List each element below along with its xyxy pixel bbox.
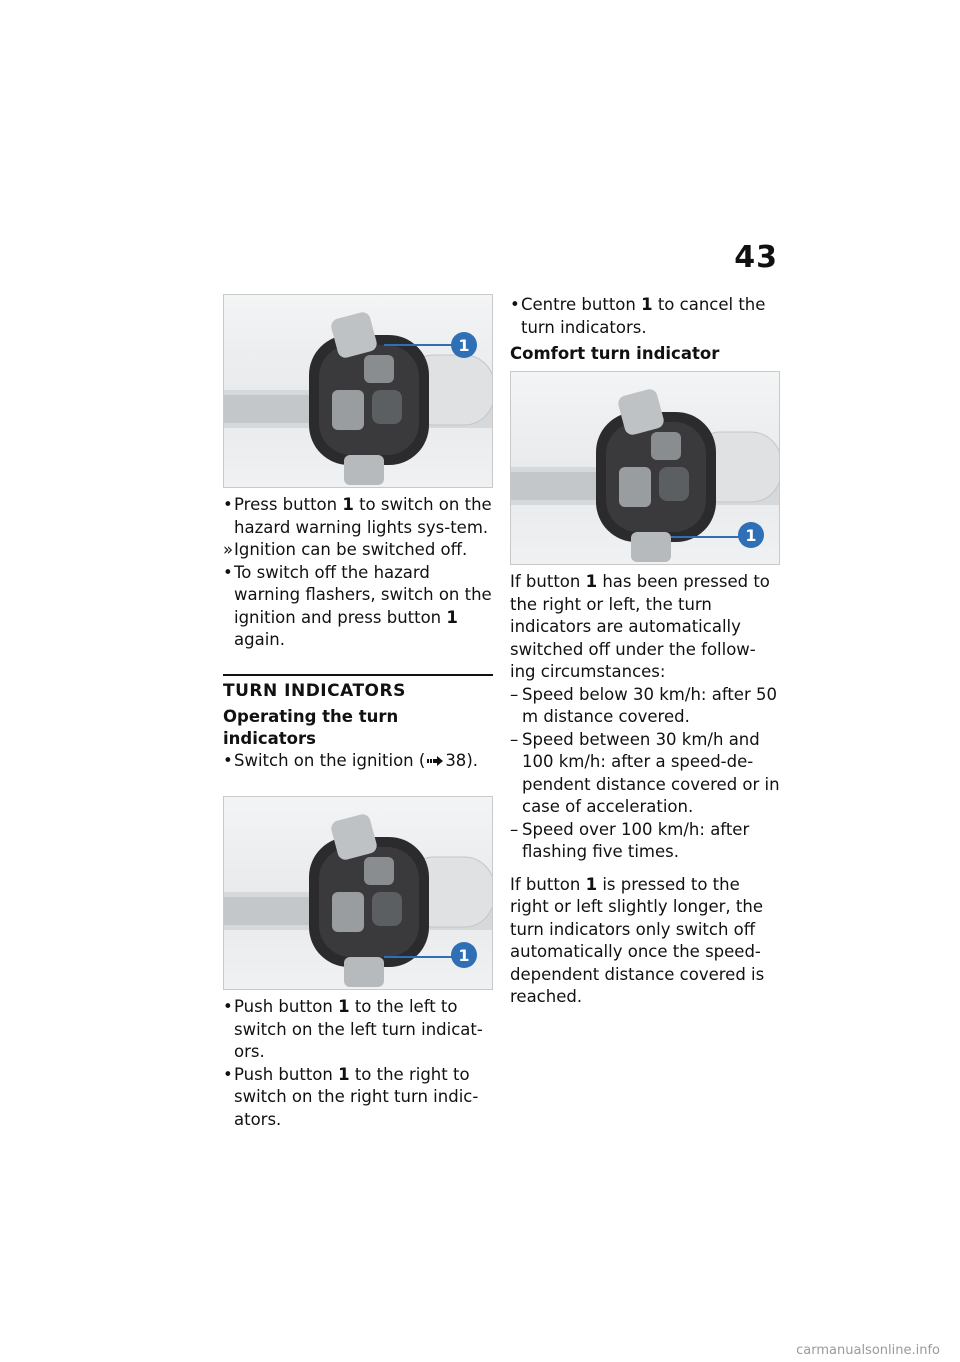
list-item: – Speed between 30 km/h and 100 km/h: after a speed-de-pendent distance covered or in case of acceleration. (510, 729, 780, 816)
section-title: TURN INDICATORS (223, 680, 406, 701)
figure-comfort-turn (510, 371, 780, 565)
handlebar-switch-illustration (224, 295, 493, 488)
handlebar-switch-illustration (224, 797, 493, 990)
list-item: • Push button 1 to the right to switch on the right turn indic-ators. (223, 1064, 479, 1129)
page-number: 43 (734, 240, 778, 275)
comfort-conditions (510, 684, 780, 864)
right-column (510, 294, 780, 1009)
list-item: • Centre button 1 to cancel the turn indicators. (510, 295, 766, 337)
left-column (223, 294, 493, 1131)
subsection-title: Comfort turn indicator (510, 344, 720, 363)
turn-instructions (223, 996, 493, 1131)
handlebar-switch-illustration (511, 372, 780, 565)
section-divider (223, 674, 493, 676)
list-item: » Ignition can be switched off. (223, 540, 468, 559)
figure2-callout: 1 (458, 946, 470, 965)
page-reference-link[interactable]: 38 (445, 750, 467, 770)
hazard-instructions (223, 494, 493, 652)
figure3-callout: 1 (745, 526, 757, 545)
figure-turn-button (223, 796, 493, 990)
watermark: carmanualsonline.info (796, 1343, 940, 1358)
figure-hazard-button (223, 294, 493, 488)
list-item: • Press button 1 to switch on the hazard warning lights sys-tem. (223, 495, 492, 537)
comfort-paragraph-2: If button 1 is pressed to the right or left slightly longer, the turn indicators only switch off automatically once the speed-dependent distance covered is reached. (510, 874, 765, 1006)
list-item: • Push button 1 to the left to switch on the left turn indicat-ors. (223, 997, 483, 1061)
list-item: – Speed over 100 km/h: after flashing five times. (510, 819, 750, 861)
comfort-paragraph-1: If button 1 has been pressed to the right or left, the turn indicators are automatically switched off under the follow-ing circumstances: (510, 572, 770, 681)
list-item: – Speed below 30 km/h: after 50 m distance covered. (510, 684, 777, 726)
ignition-instruction: • Switch on the ignition ( 38). (223, 750, 478, 770)
list-item: • To switch off the hazard warning flashers, switch on the ignition and press button 1 again. (223, 562, 492, 649)
subsection-title: Operating the turn indicators (223, 706, 399, 748)
figure1-callout: 1 (458, 336, 470, 355)
page-reference-arrow-icon (427, 756, 443, 766)
